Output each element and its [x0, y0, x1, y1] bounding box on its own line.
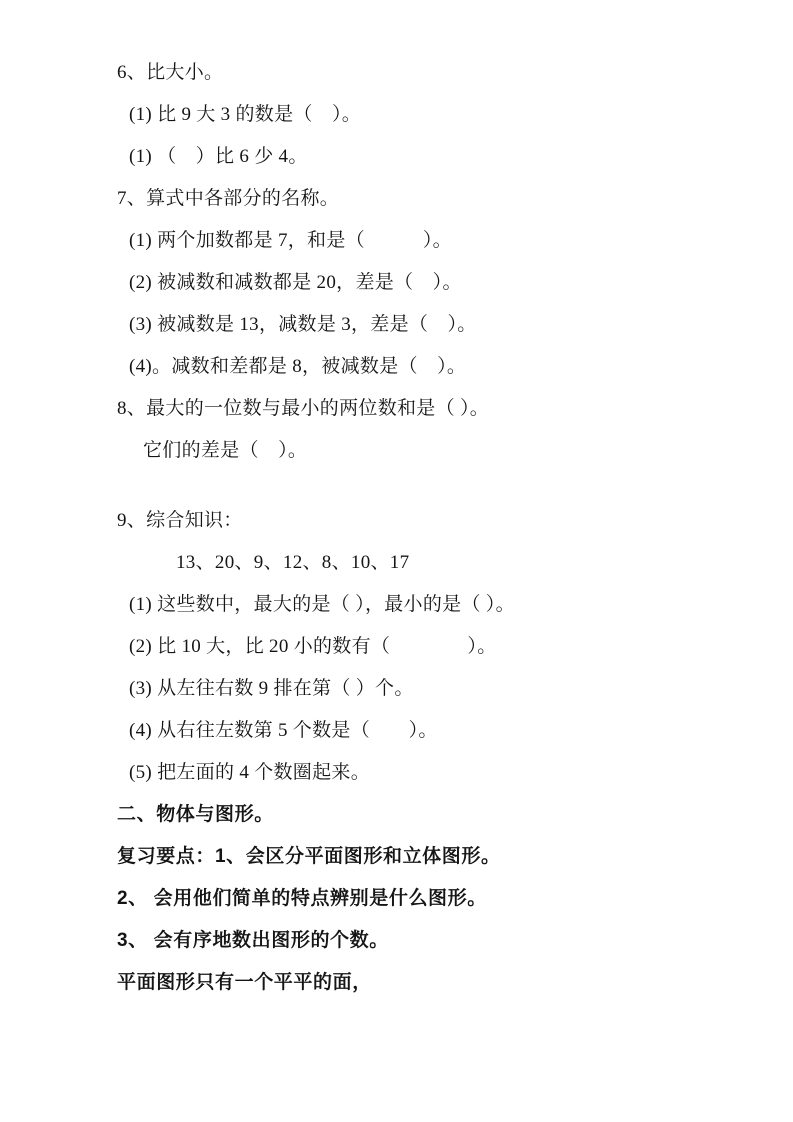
q9-heading: 9、综合知识：	[117, 510, 243, 531]
q7-item-4: (4)。减数和差都是 8，被减数是（ ）。	[129, 356, 467, 377]
q9-item-3: (3) 从左往右数 9 排在第（ ）个。	[129, 678, 414, 699]
q9-item-2: (2) 比 10 大，比 20 小的数有（ ）。	[129, 636, 497, 657]
q8-line-2: 它们的差是（ ）。	[143, 440, 308, 461]
q7-item-1: (1) 两个加数都是 7，和是（ ）。	[129, 230, 452, 251]
review-point-2: 2、 会用他们简单的特点辨别是什么图形。	[117, 888, 487, 909]
q9-number-list: 13、20、9、12、8、10、17	[176, 552, 410, 573]
q8-line-1: 8、最大的一位数与最小的两位数和是（ ）。	[117, 398, 490, 419]
review-point-1: 复习要点：1、会区分平面图形和立体图形。	[117, 846, 501, 867]
q9-item-4: (4) 从右往左数第 5 个数是（ ）。	[129, 720, 438, 741]
section2-heading: 二、物体与图形。	[117, 804, 274, 825]
q6-item-1: (1) 比 9 大 3 的数是（ ）。	[129, 104, 362, 125]
q7-item-2: (2) 被减数和减数都是 20，差是（ ）。	[129, 272, 462, 293]
plane-figure-note: 平面图形只有一个平平的面，	[117, 972, 372, 993]
q7-heading: 7、算式中各部分的名称。	[117, 188, 340, 209]
review-point-3: 3、 会有序地数出图形的个数。	[117, 930, 389, 951]
q6-item-2: (1) （ ）比 6 少 4。	[129, 146, 308, 167]
q9-item-1: (1) 这些数中，最大的是（ ），最小的是（ ）。	[129, 594, 515, 615]
q7-item-3: (3) 被减数是 13，减数是 3，差是（ ）。	[129, 314, 477, 335]
q9-item-5: (5) 把左面的 4 个数圈起来。	[129, 762, 371, 783]
q6-heading: 6、比大小。	[117, 62, 224, 83]
